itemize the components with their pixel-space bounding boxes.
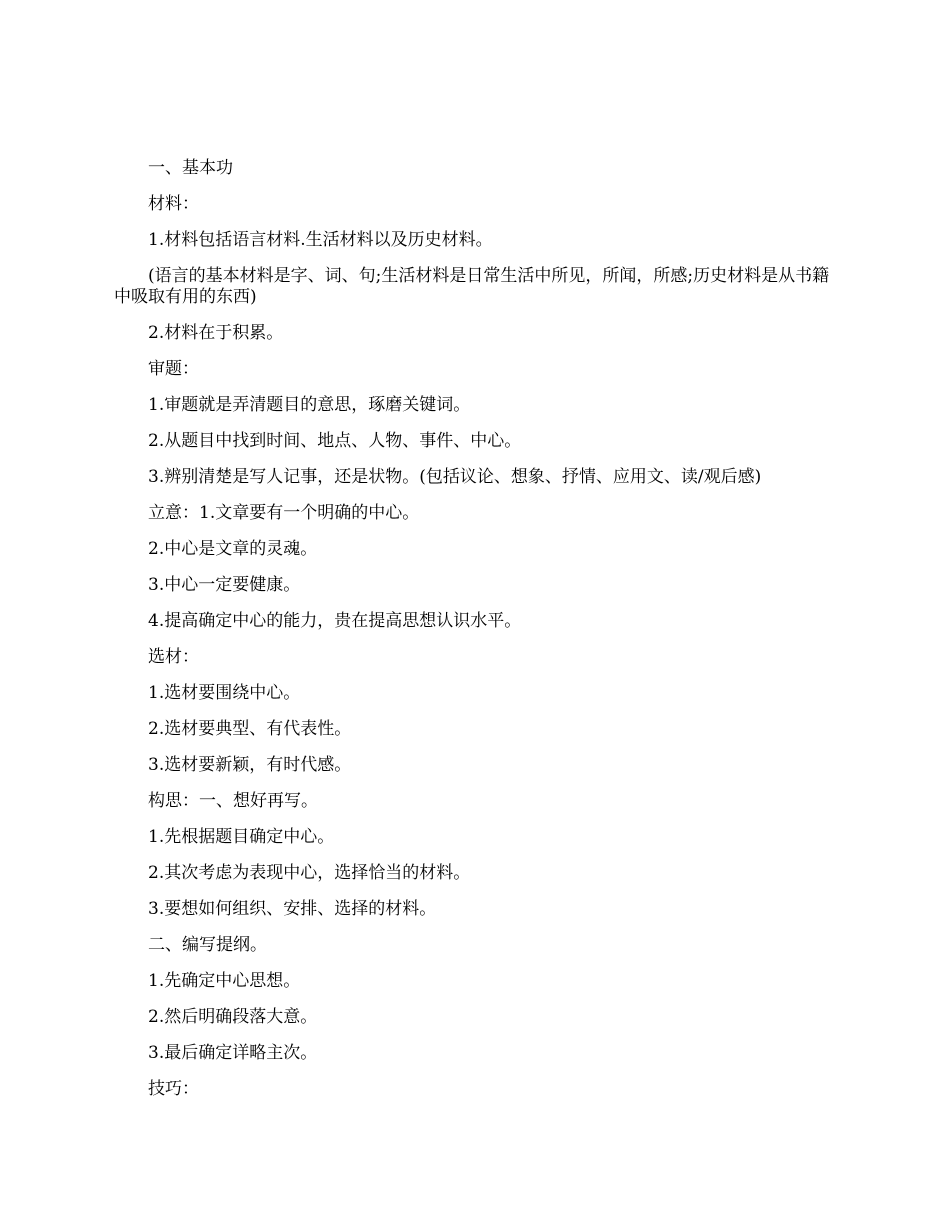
paragraph: (语言的基本材料是字、词、句;生活材料是日常生活中所见，所闻，所感;历史材料是从书籍中吸取有用的东西) bbox=[114, 266, 830, 307]
paragraph: 3.要想如何组织、安排、选择的材料。 bbox=[148, 899, 437, 919]
section-label-topic-review: 审题： bbox=[148, 359, 199, 379]
paragraph: 1.选材要围绕中心。 bbox=[148, 683, 301, 703]
paragraph: 2.然后明确段落大意。 bbox=[148, 1007, 318, 1027]
document-body bbox=[114, 158, 838, 1115]
paragraph: 3.选材要新颖，有时代感。 bbox=[148, 755, 352, 775]
section-label-techniques: 技巧： bbox=[148, 1079, 199, 1099]
section-label-materials: 材料： bbox=[148, 194, 199, 214]
paragraph: 1.审题就是弄清题目的意思，琢磨关键词。 bbox=[148, 395, 471, 415]
paragraph: 2.从题目中找到时间、地点、人物、事件、中心。 bbox=[148, 431, 522, 451]
heading-outline: 二、编写提纲。 bbox=[148, 935, 267, 955]
paragraph: 2.选材要典型、有代表性。 bbox=[148, 719, 352, 739]
section-label-central-idea: 立意：1.文章要有一个明确的中心。 bbox=[148, 503, 420, 523]
paragraph: 2.中心是文章的灵魂。 bbox=[148, 539, 318, 559]
paragraph: 2.其次考虑为表现中心，选择恰当的材料。 bbox=[148, 863, 471, 883]
paragraph: 1.先确定中心思想。 bbox=[148, 971, 301, 991]
paragraph: 4.提高确定中心的能力，贵在提高思想认识水平。 bbox=[148, 611, 522, 631]
paragraph: 1.材料包括语言材料.生活材料以及历史材料。 bbox=[148, 230, 493, 250]
paragraph: 1.先根据题目确定中心。 bbox=[148, 827, 335, 847]
heading-basic-skills: 一、基本功 bbox=[148, 158, 233, 178]
paragraph: 3.辨别清楚是写人记事，还是状物。(包括议论、想象、抒情、应用文、读/观后感) bbox=[148, 467, 762, 487]
section-label-conception: 构思：一、想好再写。 bbox=[148, 791, 318, 811]
paragraph: 3.中心一定要健康。 bbox=[148, 575, 301, 595]
paragraph: 2.材料在于积累。 bbox=[148, 323, 284, 343]
section-label-material-selection: 选材： bbox=[148, 647, 199, 667]
paragraph: 3.最后确定详略主次。 bbox=[148, 1043, 318, 1063]
